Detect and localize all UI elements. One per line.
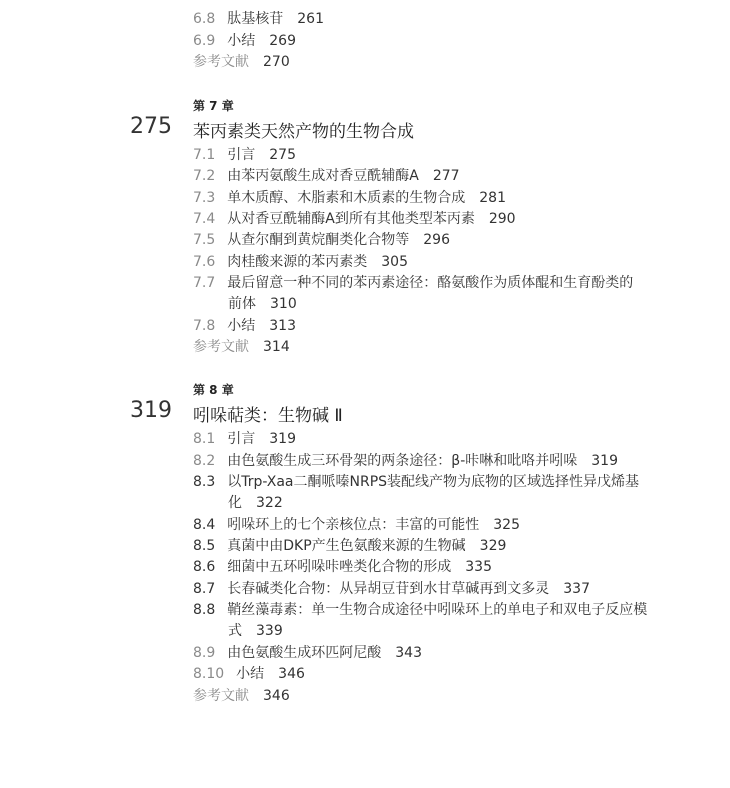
section-number: 8.8 [193, 602, 216, 618]
section-title-continuation: 式 [228, 623, 242, 639]
toc-entry-8-4[interactable] [193, 515, 520, 535]
toc-entry-7-4[interactable] [193, 209, 516, 229]
section-number: 7.6 [193, 254, 216, 270]
toc-entry-8-9[interactable] [193, 643, 422, 663]
section-title: 长春碱类化合物：从异胡豆苷到水甘草碱再到文多灵 [227, 581, 550, 597]
toc-entry-7-6[interactable] [193, 252, 408, 272]
references-page: 314 [263, 339, 290, 355]
toc-entry-8-7[interactable] [193, 579, 590, 599]
toc-entry-7-1[interactable] [193, 145, 296, 165]
toc-entry-8-5[interactable] [193, 536, 506, 556]
section-number: 8.1 [193, 431, 216, 447]
section-title: 引言 [227, 431, 256, 447]
section-title-continuation: 化 [228, 495, 242, 511]
toc-entry-8-3-continuation[interactable] [228, 493, 283, 513]
section-page: 275 [269, 147, 296, 163]
section-page: 322 [256, 495, 283, 511]
section-page: 329 [479, 538, 507, 554]
section-title: 单木质醇、木脂素和木质素的生物合成 [227, 190, 466, 206]
section-number: 7.7 [193, 275, 216, 291]
section-title: 吲哚环上的七个亲核位点：丰富的可能性 [227, 517, 480, 533]
section-number: 8.9 [193, 645, 216, 661]
toc-entry-7-5[interactable] [193, 230, 450, 250]
toc-entry-8-10[interactable] [193, 664, 305, 684]
section-page: 269 [269, 33, 296, 49]
toc-entry-7-7-continuation[interactable] [228, 294, 297, 314]
section-title: 以Trp-Xaa二酮哌嗪NRPS装配线产物为底物的区域选择性异戊烯基 [227, 474, 640, 490]
references-page: 270 [263, 54, 290, 70]
toc-entry-ch6-references[interactable] [193, 52, 290, 72]
section-title: 由色氨酸生成环匹阿尼酸 [227, 645, 382, 661]
chapter-7-page: 275 [130, 114, 172, 139]
section-title: 真菌中由DKP产生色氨酸来源的生物碱 [227, 538, 466, 554]
section-title: 肉桂酸来源的苯丙素类 [227, 254, 368, 270]
section-page: 343 [395, 645, 422, 661]
references-label: 参考文献 [193, 54, 249, 70]
section-page: 319 [269, 431, 296, 447]
section-title: 鞘丝藻毒素：单一生物合成途径中吲哚环上的单电子和双电子反应模 [227, 602, 648, 618]
references-page: 346 [263, 688, 290, 704]
section-page: 325 [493, 517, 520, 533]
section-page: 337 [563, 581, 590, 597]
references-label: 参考文献 [193, 688, 249, 704]
section-title: 细菌中五环吲哚咔唑类化合物的形成 [227, 559, 452, 575]
chapter-7-label: 第 7 章 [193, 99, 234, 113]
toc-entry-7-8[interactable] [193, 316, 296, 336]
section-number: 8.7 [193, 581, 216, 597]
chapter-8-title[interactable]: 吲哚萜类：生物碱 Ⅱ [193, 406, 343, 426]
section-page: 335 [465, 559, 492, 575]
toc-entry-8-2[interactable] [193, 451, 618, 471]
toc-entry-7-7[interactable] [193, 273, 633, 293]
section-title: 小结 [227, 33, 256, 49]
section-page: 277 [432, 168, 460, 184]
section-number: 7.5 [193, 232, 216, 248]
section-number: 7.2 [193, 168, 216, 184]
section-number: 7.1 [193, 147, 216, 163]
chapter-8-label: 第 8 章 [193, 383, 234, 397]
section-number: 7.4 [193, 211, 216, 227]
section-number: 6.8 [193, 11, 216, 27]
section-number: 8.6 [193, 559, 216, 575]
section-number: 6.9 [193, 33, 216, 49]
section-page: 305 [381, 254, 408, 270]
section-page: 313 [269, 318, 296, 334]
toc-entry-7-3[interactable] [193, 188, 506, 208]
section-title: 小结 [227, 318, 256, 334]
section-page: 319 [591, 453, 618, 469]
toc-entry-6-9[interactable] [193, 31, 296, 51]
section-page: 290 [488, 211, 516, 227]
section-number: 8.2 [193, 453, 216, 469]
section-page: 296 [423, 232, 450, 248]
section-title: 小结 [236, 666, 265, 682]
section-number: 7.3 [193, 190, 216, 206]
toc-entry-8-3[interactable] [193, 472, 639, 492]
section-title: 肽基核苷 [227, 11, 284, 27]
section-page: 339 [256, 623, 283, 639]
section-page: 281 [479, 190, 506, 206]
chapter-8-page: 319 [130, 398, 172, 423]
references-label: 参考文献 [193, 339, 249, 355]
chapter-7-title[interactable]: 苯丙素类天然产物的生物合成 [193, 122, 414, 142]
section-title: 引言 [227, 147, 256, 163]
section-page: 261 [297, 11, 324, 27]
toc-entry-6-8[interactable] [193, 9, 324, 29]
toc-entry-8-1[interactable] [193, 429, 296, 449]
toc-entry-8-6[interactable] [193, 557, 492, 577]
section-page: 310 [270, 296, 297, 312]
section-title: 从对香豆酰辅酶A到所有其他类型苯丙素 [227, 211, 475, 227]
toc-entry-ch7-references[interactable] [193, 337, 290, 357]
section-number: 8.3 [193, 474, 216, 490]
section-number: 8.4 [193, 517, 216, 533]
toc-entry-8-8-continuation[interactable] [228, 621, 283, 641]
section-number: 8.10 [193, 666, 225, 682]
section-page: 346 [278, 666, 305, 682]
toc-entry-7-2[interactable] [193, 166, 460, 186]
section-number: 8.5 [193, 538, 216, 554]
section-title: 由苯丙氨酸生成对香豆酰辅酶A [227, 168, 419, 184]
section-title: 由色氨酸生成三环骨架的两条途径：β-咔啉和吡咯并吲哚 [227, 453, 578, 469]
toc-entry-8-8[interactable] [193, 600, 647, 620]
section-title: 从查尔酮到黄烷酮类化合物等 [227, 232, 410, 248]
section-title: 最后留意一种不同的苯丙素途径：酪氨酸作为质体醌和生育酚类的 [227, 275, 634, 291]
section-title-continuation: 前体 [228, 296, 256, 312]
section-number: 7.8 [193, 318, 216, 334]
toc-entry-ch8-references[interactable] [193, 686, 290, 706]
